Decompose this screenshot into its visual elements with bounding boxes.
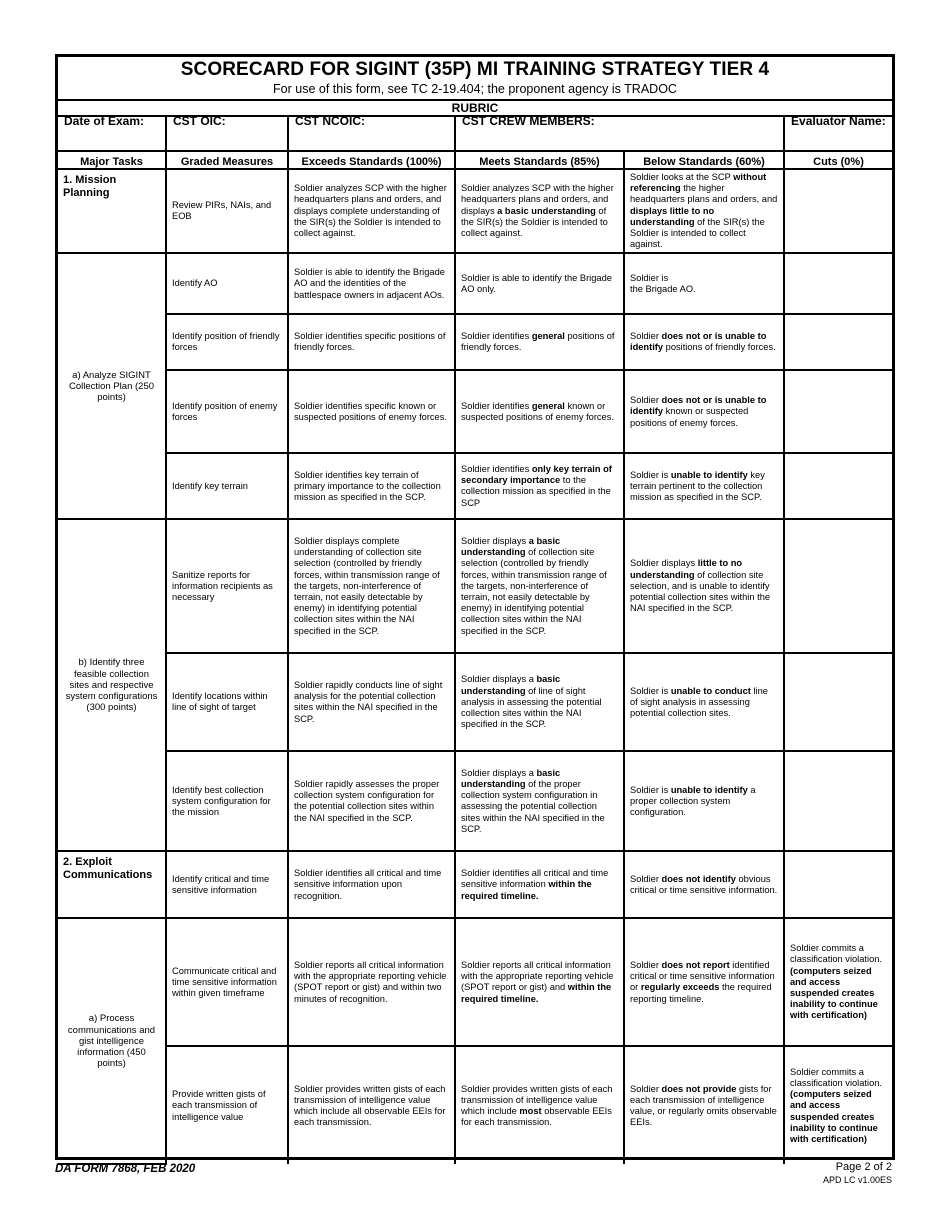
meets-cell: Soldier identifies general positions of friendly forces. — [455, 314, 624, 370]
table-row — [58, 851, 892, 918]
task-exploit-communications: 2. Exploit Communications — [58, 851, 166, 918]
table-row — [58, 453, 892, 519]
below-cell: Soldier is the Brigade AO. — [624, 253, 784, 314]
col-exceeds: Exceeds Standards (100%) — [288, 151, 455, 169]
col-cuts: Cuts (0%) — [784, 151, 892, 169]
graded-measure: Identify best collection system configuration for the mission — [166, 751, 288, 851]
cuts-cell — [784, 453, 892, 519]
graded-measure: Identify position of enemy forces — [166, 370, 288, 453]
exceeds-cell: Soldier rapidly conducts line of sight analysis for the potential collection sites within the NAI specified in the SCP. — [288, 653, 455, 751]
table-row — [58, 1046, 892, 1164]
graded-measure: Identify critical and time sensitive information — [166, 851, 288, 918]
below-cell: Soldier does not report identified critical or time sensitive information or regularly exceeds the required reporting timeline. — [624, 918, 784, 1046]
graded-measure: Sanitize reports for information recipients as necessary — [166, 519, 288, 653]
exceeds-cell: Soldier identifies key terrain of primary importance to the collection mission as specified in the SCP. — [288, 453, 455, 519]
meets-cell: Soldier reports all critical information with the appropriate reporting vehicle (SPOT report or gist) and within the required timeline. — [455, 918, 624, 1046]
graded-measure: Provide written gists of each transmission of intelligence value — [166, 1046, 288, 1164]
cuts-cell: Soldier commits a classification violation. (computers seized and access suspended creates inability to continue with certification) — [784, 918, 892, 1046]
below-cell: Soldier is unable to conduct line of sight analysis in assessing potential collection sites. — [624, 653, 784, 751]
exceeds-cell: Soldier is able to identify the Brigade AO and the identities of the battlespace owners in adjacent AOs. — [288, 253, 455, 314]
cuts-cell — [784, 851, 892, 918]
graded-measure: Identify position of friendly forces — [166, 314, 288, 370]
exceeds-cell: Soldier identifies specific positions of friendly forces. — [288, 314, 455, 370]
table-row — [58, 751, 892, 851]
below-cell: Soldier does not provide gists for each transmission of intelligence value, or regularly omits observable EEIs. — [624, 1046, 784, 1164]
form-subtitle: For use of this form, see TC 2-19.404; the proponent agency is TRADOC — [273, 82, 677, 96]
cst-ncoic-field[interactable]: CST NCOIC: — [288, 115, 455, 151]
date-of-exam-field[interactable]: Date of Exam: — [58, 115, 166, 151]
exceeds-cell: Soldier reports all critical information with the appropriate reporting vehicle (SPOT report or gist) and within two minutes of recognition. — [288, 918, 455, 1046]
cuts-cell — [784, 653, 892, 751]
col-major-tasks: Major Tasks — [58, 151, 166, 169]
evaluator-name-field[interactable]: Evaluator Name: — [784, 115, 892, 151]
table-row — [58, 314, 892, 370]
cuts-cell — [784, 751, 892, 851]
page-info — [823, 1161, 892, 1185]
col-meets: Meets Standards (85%) — [455, 151, 624, 169]
table-row — [58, 253, 892, 314]
cuts-cell — [784, 370, 892, 453]
exceeds-cell: Soldier identifies all critical and time sensitive information upon recognition. — [288, 851, 455, 918]
form-version: APD LC v1.00ES — [822, 1175, 892, 1185]
graded-measure: Identify locations within line of sight of target — [166, 653, 288, 751]
rubric-heading: RUBRIC — [58, 99, 892, 117]
graded-measure: Review PIRs, NAIs, and EOB — [166, 169, 288, 253]
col-graded-measures: Graded Measures — [166, 151, 288, 169]
cst-oic-field[interactable]: CST OIC: — [166, 115, 288, 151]
form-title: SCORECARD FOR SIGINT (35P) MI TRAINING STRATEGY TIER 4 — [180, 59, 770, 80]
table-row — [58, 370, 892, 453]
graded-measure: Communicate critical and time sensitive information within given timeframe — [166, 918, 288, 1046]
cuts-cell — [784, 253, 892, 314]
below-cell: Soldier displays little to no understanding of collection site selection, and is unable to identify potential collection sites within the NAI specified in the SCP. — [624, 519, 784, 653]
table-row — [58, 519, 892, 653]
meets-cell: Soldier analyzes SCP with the higher headquarters plans and orders, and displays a basic understanding of the SIR(s) the Soldier is intended to collect against. — [455, 169, 624, 253]
cuts-cell — [784, 519, 892, 653]
meets-cell: Soldier displays a basic understanding of line of sight analysis in assessing the potential collection sites within the NAI specified in the SCP. — [455, 653, 624, 751]
meets-cell: Soldier displays a basic understanding of the proper collection system configuration in assessing the potential collection sites within the NAI specified in the SCP. — [455, 751, 624, 851]
below-cell: Soldier is unable to identify a proper collection system configuration. — [624, 751, 784, 851]
below-cell: Soldier is unable to identify key terrain pertinent to the collection mission as specified in the SCP. — [624, 453, 784, 519]
cuts-cell — [784, 314, 892, 370]
below-cell: Soldier does not or is unable to identify known or suspected positions of enemy forces. — [624, 370, 784, 453]
exceeds-cell: Soldier displays complete understanding of collection site selection (controlled by friendly forces, within transmission range of the targets, non-interference of terrain, not easily detectable by enemy) in identifying potential collection sites within the NAI specified in the SCP. — [288, 519, 455, 653]
meets-cell: Soldier is able to identify the Brigade AO only. — [455, 253, 624, 314]
meets-cell: Soldier identifies general known or suspected positions of enemy forces. — [455, 370, 624, 453]
task-mission-planning: 1. Mission Planning — [58, 169, 166, 253]
table-row — [58, 918, 892, 1046]
graded-measure: Identify AO — [166, 253, 288, 314]
meets-cell: Soldier identifies all critical and time sensitive information within the required timeline. — [455, 851, 624, 918]
exceeds-cell: Soldier identifies specific known or suspected positions of enemy forces. — [288, 370, 455, 453]
below-cell: Soldier does not identify obvious critical or time sensitive information. — [624, 851, 784, 918]
meets-cell: Soldier displays a basic understanding of collection site selection (controlled by friendly forces, within transmission range of the targets, non-interference of terrain, not easily detectable by enemy) in identifying potential collection sites within the NAI specified in the SCP. — [455, 519, 624, 653]
col-below: Below Standards (60%) — [624, 151, 784, 169]
graded-measure: Identify key terrain — [166, 453, 288, 519]
scorecard-form — [55, 54, 895, 1160]
table-row — [58, 169, 892, 253]
below-cell: Soldier does not or is unable to identify positions of friendly forces. — [624, 314, 784, 370]
exceeds-cell: Soldier rapidly assesses the proper collection system configuration for the potential collection sites within the NAI specified in the SCP. — [288, 751, 455, 851]
cst-crew-members-field[interactable]: CST CREW MEMBERS: — [455, 115, 784, 151]
task-process-communications: a) Process communications and gist intelligence information (450 points) — [58, 918, 166, 1164]
rubric-table — [58, 115, 892, 1165]
cuts-cell: Soldier commits a classification violation. (computers seized and access suspended creates inability to continue with certification) — [784, 1046, 892, 1164]
table-row — [58, 653, 892, 751]
cuts-cell — [784, 169, 892, 253]
page-number: Page 2 of 2 — [835, 1161, 892, 1173]
form-number: DA FORM 7868, FEB 2020 — [55, 1163, 196, 1175]
exceeds-cell: Soldier analyzes SCP with the higher headquarters plans and orders, and displays complete understanding of the SIR(s) the Soldier is intended to collect against. — [288, 169, 455, 253]
task-analyze-sigint: a) Analyze SIGINT Collection Plan (250 points) — [58, 253, 166, 519]
meets-cell: Soldier provides written gists of each transmission of intelligence value which include most observable EEIs for each transmission. — [455, 1046, 624, 1164]
task-identify-sites: b) Identify three feasible collection sites and respective system configurations (300 points) — [58, 519, 166, 851]
below-cell: Soldier looks at the SCP without referencing the higher headquarters plans and orders, and displays little to no understanding of the SIR(s) the Soldier is intended to collect against. — [624, 169, 784, 253]
meets-cell: Soldier identifies only key terrain of secondary importance to the collection mission as specified in the SCP — [455, 453, 624, 519]
exceeds-cell: Soldier provides written gists of each transmission of intelligence value which include all observable EEIs for each transmission. — [288, 1046, 455, 1164]
